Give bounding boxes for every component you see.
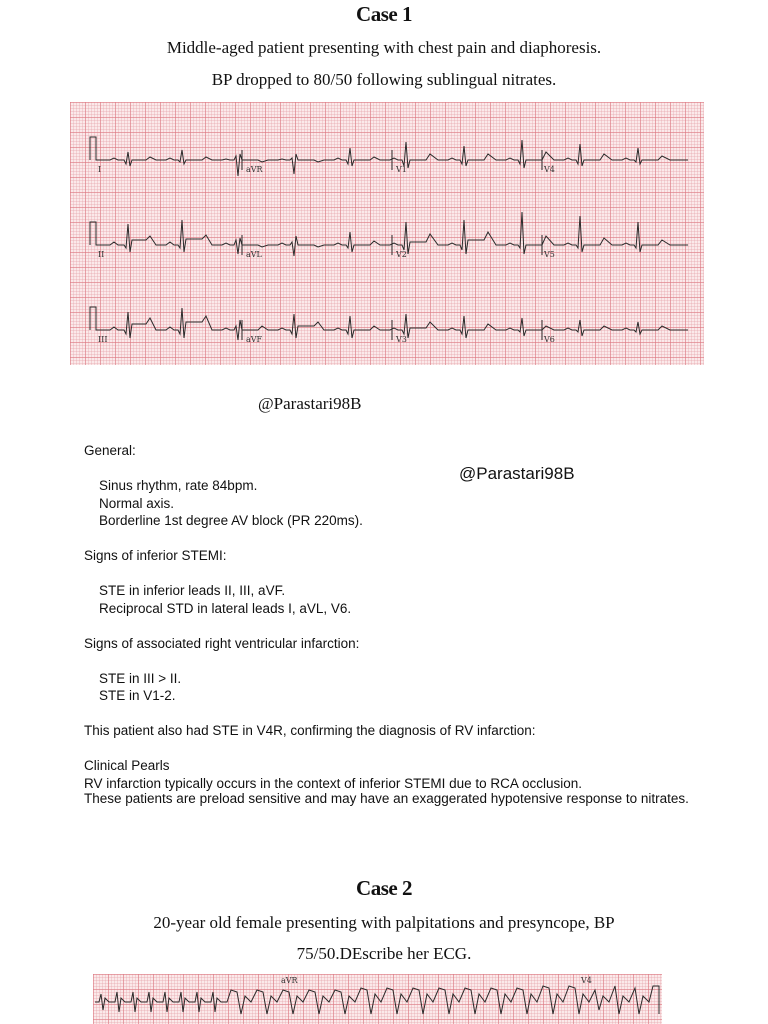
clinical-pearls-heading: Clinical Pearls bbox=[84, 758, 170, 773]
case2-description-line2: 75/50.DEscribe her ECG. bbox=[296, 944, 472, 963]
case2-ecg-strip bbox=[93, 974, 662, 1024]
general-item: Sinus rhythm, rate 84bpm. bbox=[99, 478, 258, 493]
case1-ecg-trace bbox=[70, 102, 704, 365]
case1-title: Case 1 bbox=[356, 2, 412, 26]
lead-label-V2: V2 bbox=[396, 250, 407, 259]
lead-label-V6: V6 bbox=[544, 335, 555, 344]
inferior-stemi-item: STE in inferior leads II, III, aVF. bbox=[99, 583, 286, 598]
case1-interpretation-notes bbox=[84, 442, 704, 805]
general-item: Normal axis. bbox=[99, 495, 175, 511]
lead-label-V4: V4 bbox=[544, 165, 555, 174]
case2-lead-label-V4: V4 bbox=[581, 976, 592, 985]
lead-label-aVF: aVF bbox=[246, 335, 263, 344]
lead-label-aVL: aVL bbox=[246, 250, 262, 259]
lead-label-V5: V5 bbox=[544, 250, 555, 259]
inferior-stemi-heading: Signs of inferior STEMI: bbox=[84, 548, 227, 563]
case2-ecg-trace bbox=[93, 974, 662, 1024]
case2-title: Case 2 bbox=[356, 876, 412, 900]
lead-label-V1: V1 bbox=[396, 165, 407, 174]
lead-label-V3: V3 bbox=[396, 335, 407, 344]
case1-ecg-strip bbox=[70, 102, 704, 365]
rv-infarction-heading: Signs of associated right ventricular infarction: bbox=[84, 635, 360, 651]
general-heading: General: bbox=[84, 443, 136, 458]
rv-confirmation-text: This patient also had STE in V4R, confirming the diagnosis of RV infarction: bbox=[84, 723, 536, 738]
lead-label-aVR: aVR bbox=[246, 165, 263, 174]
watermark-handle-2: @Parastari98B bbox=[459, 464, 575, 483]
general-item: Borderline 1st degree AV block (PR 220ms). bbox=[99, 513, 363, 528]
lead-label-II: II bbox=[98, 250, 105, 259]
clinical-pearl: These patients are preload sensitive and may have an exaggerated hypotensive response to nitrates. bbox=[84, 791, 689, 806]
inferior-stemi-item: Reciprocal STD in lateral leads I, aVL, V6. bbox=[99, 600, 352, 616]
rv-infarction-item: STE in III > II. bbox=[99, 670, 182, 686]
case2-lead-label-aVR: aVR bbox=[281, 976, 298, 985]
lead-label-I: I bbox=[98, 165, 102, 174]
clinical-pearl: RV infarction typically occurs in the context of inferior STEMI due to RCA occlusion. bbox=[84, 775, 582, 791]
case1-description-line1: Middle-aged patient presenting with chest pain and diaphoresis. bbox=[166, 38, 602, 57]
rv-infarction-item: STE in V1-2. bbox=[99, 688, 176, 703]
watermark-handle-1: @Parastari98B bbox=[258, 394, 362, 413]
case1-description-line2: BP dropped to 80/50 following sublingual nitrates. bbox=[211, 70, 557, 89]
lead-label-III: III bbox=[98, 335, 108, 344]
case2-description-line1: 20-year old female presenting with palpitations and presyncope, BP bbox=[153, 913, 615, 932]
